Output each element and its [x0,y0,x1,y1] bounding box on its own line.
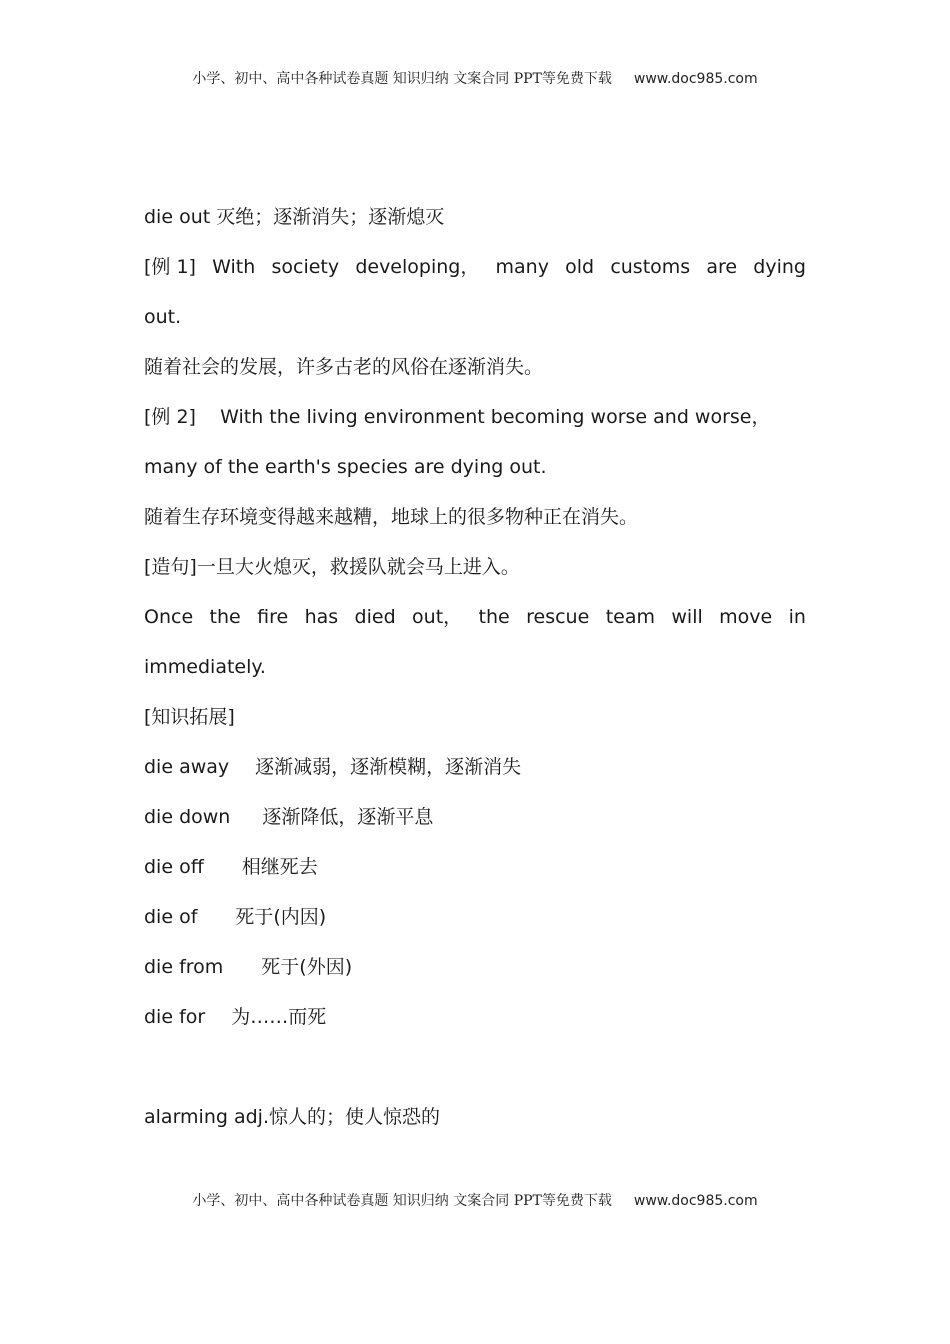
example-2-translation: 随着生存环境变得越来越糟，地球上的很多物种正在消失。 [144,506,639,528]
headword-die-out: die out 灭绝；逐渐消失；逐渐熄灭 [144,206,445,228]
make-sentence-prompt: [造句]一旦大火熄灭，救援队就会马上进入。 [144,556,520,578]
extension-term: die off [144,856,204,878]
extension-item [144,792,806,842]
footer-site-link[interactable]: www.doc985.com [633,1193,758,1209]
extension-item [144,992,806,1042]
extension-meaning: 死于(内因) [235,906,327,928]
example-1-word: society [271,256,340,278]
extension-meaning: 相继死去 [241,856,318,878]
example-1-line-1 [144,242,806,292]
example-1-word: [例 1] [144,256,196,278]
extension-meaning: 为……而死 [231,1006,327,1028]
example-2-line-2: many of the earth's species are dying out. [144,456,547,478]
sentence-word: the [478,606,510,628]
header-text: 小学、初中、高中各种试卷真题 知识归纳 文案合同 PPT等免费下载 [192,71,612,87]
extension-label: [知识拓展] [144,706,235,728]
extension-item [144,892,806,942]
sentence-word: rescue [526,606,590,628]
extension-meaning: 逐渐减弱，逐渐模糊，逐渐消失 [255,756,522,778]
header-site-link[interactable]: www.doc985.com [633,71,758,87]
example-1-word: customs [610,256,691,278]
make-sentence-line-1 [144,592,806,642]
sentence-word: died [354,606,396,628]
example-1-word: With [212,256,256,278]
example-1-word: many [495,256,549,278]
example-1-word: old [565,256,595,278]
example-1-word: are [706,256,738,278]
extension-term: die of [144,906,198,928]
headword-alarming: alarming adj.惊人的；使人惊恐的 [144,1106,440,1128]
page-footer [0,1190,950,1210]
sentence-word: has [304,606,339,628]
footer-text: 小学、初中、高中各种试卷真题 知识归纳 文案合同 PPT等免费下载 [192,1193,612,1209]
document-body [144,192,806,1142]
example-1-word: dying [753,256,806,278]
extension-item [144,942,806,992]
extension-term: die from [144,956,224,978]
blank-line [144,1042,806,1092]
extension-term: die away [144,756,230,778]
extension-term: die for [144,1006,206,1028]
extension-term: die down [144,806,231,828]
extension-item [144,742,806,792]
sentence-word: out， [412,606,463,628]
sentence-word: will [671,606,703,628]
extension-meaning: 死于(外因) [261,956,353,978]
make-sentence-line-2: immediately. [144,656,266,678]
example-2-line-1: [例 2] With the living environment becoming worse and worse， [144,406,771,428]
sentence-word: the [209,606,241,628]
page-header [0,68,950,88]
sentence-word: fire [257,606,289,628]
extension-meaning: 逐渐降低，逐渐平息 [262,806,434,828]
sentence-word: in [788,606,806,628]
example-1-word: developing， [355,256,480,278]
extension-item [144,842,806,892]
sentence-word: move [719,606,773,628]
example-1-line-2: out. [144,306,182,328]
sentence-word: team [605,606,655,628]
example-1-translation: 随着社会的发展，许多古老的风俗在逐渐消失。 [144,356,544,378]
sentence-word: Once [144,606,194,628]
